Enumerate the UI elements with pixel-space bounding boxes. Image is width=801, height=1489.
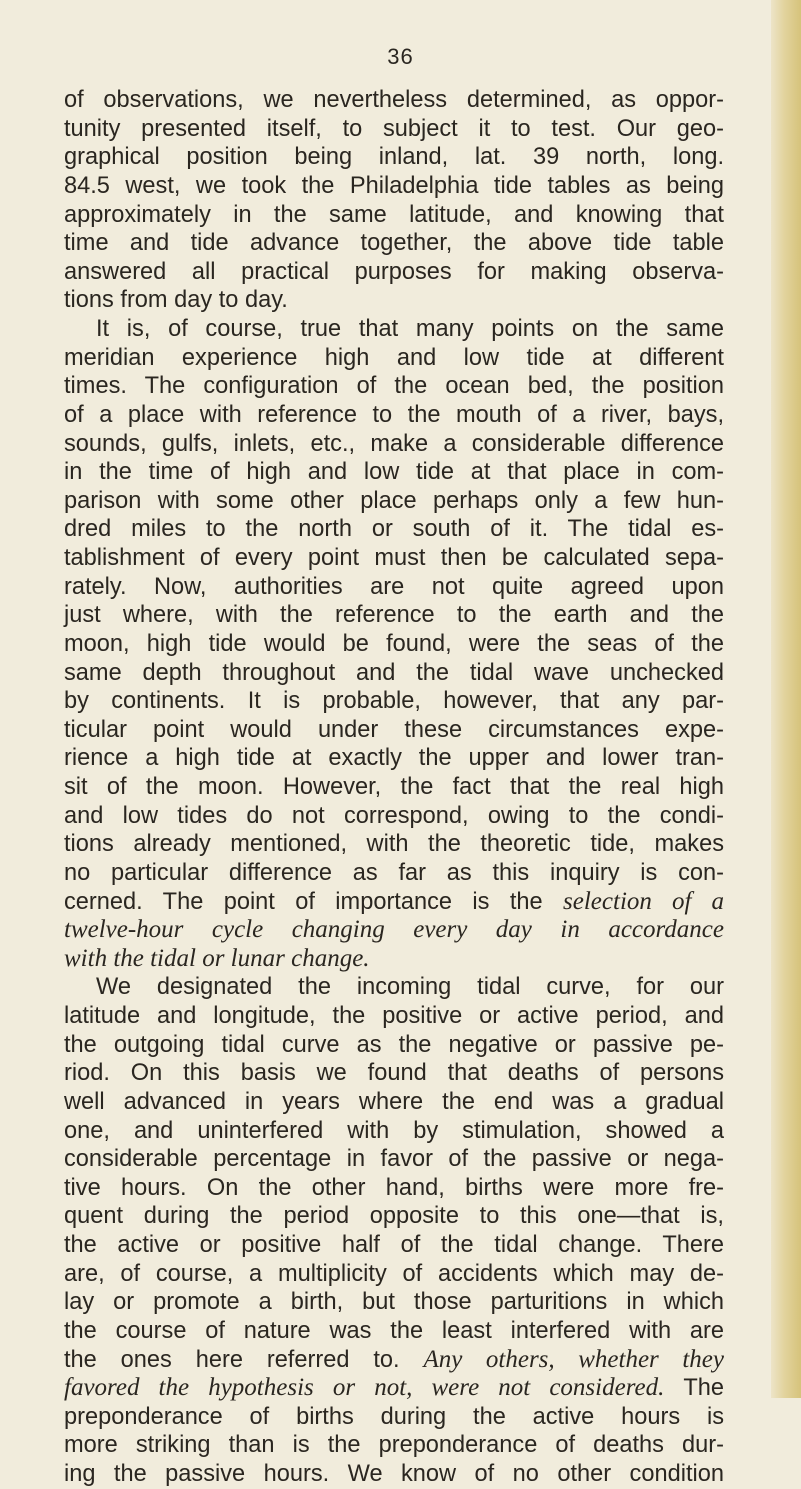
text-line: meridian experience high and low tide at different — [64, 344, 724, 371]
page-edge — [771, 0, 801, 1398]
text-line: the course of nature was the least interfered with are — [64, 1317, 724, 1344]
text-line: more striking than is the preponderance of deaths dur- — [64, 1432, 724, 1459]
text-line: of observations, we nevertheless determined, as oppor- — [64, 87, 724, 113]
text-line: preponderance of births during the active hours is — [64, 1403, 724, 1430]
text-line: sounds, gulfs, inlets, etc., make a considerable difference — [64, 430, 724, 457]
text-line: moon, high tide would be found, were the seas of the — [64, 630, 724, 657]
text-line: lay or promote a birth, but those parturitions in which — [64, 1289, 724, 1316]
text-line: well advanced in years where the end was a gradual — [64, 1088, 724, 1115]
text-line: time and tide advance together, the above tide table — [64, 230, 724, 257]
text-line: parison with some other place perhaps only a few hun- — [64, 487, 724, 514]
text-line: answered all practical purposes for making observa- — [64, 258, 724, 285]
page-number: 36 — [387, 44, 414, 69]
text-line: quent during the period opposite to this one—that is, — [64, 1203, 724, 1230]
text-line: of a place with reference to the mouth of a river, bays, — [64, 401, 724, 428]
text-line: same depth throughout and the tidal wave unchecked — [64, 659, 724, 686]
text-line: favored the hypothesis or not, were not considered. The — [64, 1374, 724, 1402]
text-line: the ones here referred to. Any others, whether they — [64, 1345, 724, 1373]
text-line: We designated the incoming tidal curve, for our — [96, 974, 724, 1001]
text-line: one, and uninterfered with by stimulation, showed a — [64, 1117, 724, 1144]
text-line: twelve-hour cycle changing every day in accordance — [64, 916, 724, 944]
text-line: tions from day to day. — [64, 287, 288, 314]
text-line: rately. Now, authorities are not quite agreed upon — [64, 573, 724, 600]
text-line: cerned. The point of importance is the selection of a — [64, 887, 724, 915]
text-line: rience a high tide at exactly the upper and lower tran- — [64, 745, 724, 772]
text-line: with the tidal or lunar change. — [64, 944, 370, 972]
text-line: sit of the moon. However, the fact that the real high — [64, 774, 724, 800]
text-line: and low tides do not correspond, owing to the condi- — [64, 802, 724, 829]
text-line: in the time of high and low tide at that place in com- — [64, 459, 724, 486]
text-line: ing the passive hours. We know of no other condition — [64, 1461, 724, 1487]
text-line: tunity presented itself, to subject it to test. Our geo- — [64, 115, 724, 142]
text-line: times. The configuration of the ocean bed, the position — [64, 373, 724, 400]
text-line: graphical position being inland, lat. 39 north, long. — [64, 144, 724, 171]
text-line: ticular point would under these circumstances expe- — [64, 716, 724, 743]
text-line: just where, with the reference to the earth and the — [64, 602, 724, 629]
text-line: approximately in the same latitude, and knowing that — [64, 201, 724, 228]
text-line: the active or positive half of the tidal change. There — [64, 1232, 724, 1258]
text-line: tablishment of every point must then be calculated sepa- — [64, 545, 724, 571]
text-line: latitude and longitude, the positive or active period, and — [64, 1003, 724, 1029]
text-line: 84.5 west, we took the Philadelphia tide tables as being — [64, 172, 724, 199]
text-line: tions already mentioned, with the theoretic tide, makes — [64, 831, 724, 858]
text-line: by continents. It is probable, however, that any par- — [64, 688, 724, 715]
text-line: considerable percentage in favor of the passive or nega- — [64, 1146, 724, 1173]
text-line: dred miles to the north or south of it. The tidal es- — [64, 516, 724, 543]
text-line: no particular difference as far as this inquiry is con- — [64, 859, 724, 886]
text-line: the outgoing tidal curve as the negative or passive pe- — [64, 1031, 724, 1058]
text-line: It is, of course, true that many points on the same — [96, 316, 724, 342]
text-line: are, of course, a multiplicity of accidents which may de- — [64, 1260, 724, 1287]
text-line: tive hours. On the other hand, births were more fre- — [64, 1174, 724, 1201]
body-text — [64, 86, 724, 1489]
text-line: riod. On this basis we found that deaths of persons — [64, 1060, 724, 1087]
